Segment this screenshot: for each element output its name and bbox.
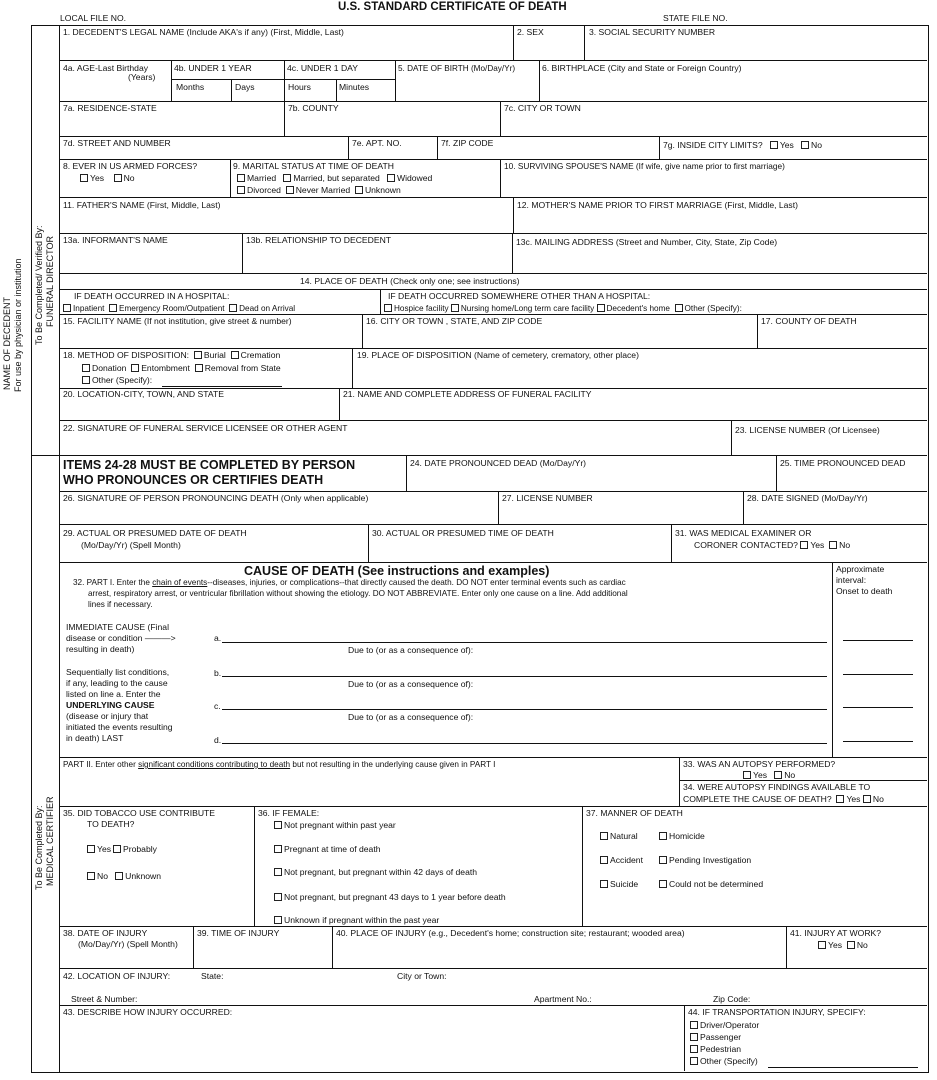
hospital-options: Inpatient Emergency Room/Outpatient Dead on Arrival [63, 304, 295, 313]
transport-other-checkbox[interactable] [690, 1057, 698, 1065]
41-no-checkbox[interactable] [847, 941, 855, 949]
line-b-letter: b. [214, 668, 222, 678]
married-checkbox[interactable] [237, 174, 245, 182]
field-1-label: 1. DECEDENT'S LEGAL NAME (Include AKA's if any) (First, Middle, Last) [63, 27, 344, 37]
field-31-label: 31. WAS MEDICAL EXAMINER OR [675, 528, 812, 538]
inpatient-checkbox[interactable] [63, 304, 71, 312]
field-13b-label: 13b. RELATIONSHIP TO DECEDENT [246, 235, 392, 245]
line-c-letter: c. [214, 701, 221, 711]
field-28-label: 28. DATE SIGNED (Mo/Day/Yr) [747, 493, 868, 503]
field-3-label: 3. SOCIAL SECURITY NUMBER [589, 27, 716, 37]
burial-checkbox[interactable] [194, 351, 202, 359]
tobacco-yes-checkbox[interactable] [87, 845, 95, 853]
approx-interval-1: Approximate [836, 564, 885, 574]
field-42-street: Street & Number: [71, 994, 138, 1004]
field-35-sub: TO DEATH? [87, 819, 135, 829]
other-place-options: Hospice facility Nursing home/Long term care facility Decedent's home Other (Specify): [384, 304, 742, 313]
field-31-sub: CORONER CONTACTED? Yes No [694, 540, 851, 550]
interval-c-input[interactable] [843, 707, 913, 708]
field-13c-label: 13c. MAILING ADDRESS (Street and Number, City, State, Zip Code) [516, 237, 778, 247]
field-11-label: 11. FATHER'S NAME (First, Middle, Last) [63, 200, 221, 210]
field-16-label: 16. CITY OR TOWN , STATE, AND ZIP CODE [366, 316, 543, 326]
part-1-line-2: arrest, respiratory arrest, or ventricular fibrillation without showing the etiology. DO NOT ABBREVIATE. Enter only one cause on a line. Add additional [88, 589, 628, 598]
field-10-label: 10. SURVIVING SPOUSE'S NAME (If wife, give name prior to first marriage) [504, 161, 785, 171]
field-4b-label: 4b. UNDER 1 YEAR [174, 63, 252, 73]
field-7e-label: 7e. APT. NO. [352, 138, 402, 148]
for-use-vertical: For use by physician or institution [13, 258, 23, 392]
field-39-label: 39. TIME OF INJURY [197, 928, 280, 938]
suicide-checkbox[interactable] [600, 880, 608, 888]
transport-driver: Driver/Operator [690, 1021, 759, 1031]
8-yes-checkbox[interactable] [80, 174, 88, 182]
fd-vertical-1: To Be Completed/ Verified By: [34, 225, 44, 345]
sequential-4: UNDERLYING CAUSE [66, 700, 155, 710]
due-to-2: Due to (or as a consequence of): [348, 679, 474, 689]
home-checkbox[interactable] [597, 304, 605, 312]
preg-5-checkbox[interactable] [274, 916, 282, 924]
immediate-cause-3: resulting in death) [66, 644, 135, 654]
field-4c-hours: Hours [288, 82, 311, 92]
field-43-label: 43. DESCRIBE HOW INJURY OCCURRED: [63, 1007, 233, 1017]
pedestrian-checkbox[interactable] [690, 1045, 698, 1053]
field-14-label: 14. PLACE OF DEATH (Check only one; see instructions) [300, 276, 520, 286]
approx-interval-2: interval: [836, 575, 867, 585]
field-26-label: 26. SIGNATURE OF PERSON PRONOUNCING DEATH (Only when applicable) [63, 493, 369, 503]
name-of-decedent-vertical: NAME OF DECEDENT [2, 296, 12, 390]
interval-b-input[interactable] [843, 674, 913, 675]
field-8-options: Yes No [80, 174, 135, 184]
field-21-label: 21. NAME AND COMPLETE ADDRESS OF FUNERAL FACILITY [343, 389, 592, 399]
field-7c-label: 7c. CITY OR TOWN [504, 103, 581, 113]
marital-unknown-checkbox[interactable] [355, 186, 363, 194]
field-34-sub: COMPLETE THE CAUSE OF DEATH? Yes No [683, 794, 884, 804]
8-no-checkbox[interactable] [114, 174, 122, 182]
transport-pedestrian: Pedestrian [690, 1045, 741, 1055]
field-9-label: 9. MARITAL STATUS AT TIME OF DEATH [233, 161, 394, 171]
interval-d-input[interactable] [843, 741, 913, 742]
field-7b-label: 7b. COUNTY [288, 103, 339, 113]
line-d-letter: d. [214, 735, 222, 745]
field-24-label: 24. DATE PRONOUNCED DEAD (Mo/Day/Yr) [410, 458, 587, 468]
field-4b-months: Months [176, 82, 205, 92]
sequential-6: initiated the events resulting [66, 722, 173, 732]
manner-natural: Natural [600, 832, 638, 842]
natural-checkbox[interactable] [600, 832, 608, 840]
31-no-checkbox[interactable] [829, 541, 837, 549]
34-no-checkbox[interactable] [863, 795, 871, 803]
preg-opt-3: Not pregnant, but pregnant within 42 days of death [274, 868, 477, 878]
field-9-options-row2: Divorced Never Married Unknown [237, 186, 401, 196]
field-34-label: 34. WERE AUTOPSY FINDINGS AVAILABLE TO [683, 782, 871, 792]
sequential-3: listed on line a. Enter the [66, 689, 161, 699]
field-29-label: 29. ACTUAL OR PRESUMED DATE OF DEATH [63, 528, 247, 538]
widowed-checkbox[interactable] [387, 174, 395, 182]
field-8-label: 8. EVER IN US ARMED FORCES? [63, 161, 198, 171]
married-separated-checkbox[interactable] [283, 174, 291, 182]
due-to-1: Due to (or as a consequence of): [348, 645, 474, 655]
field-36-label: 36. IF FEMALE: [258, 808, 320, 818]
field-17-label: 17. COUNTY OF DEATH [761, 316, 857, 326]
field-7f-label: 7f. ZIP CODE [441, 138, 494, 148]
field-13a-label: 13a. INFORMANT'S NAME [63, 235, 168, 245]
donation-checkbox[interactable] [82, 364, 90, 372]
33-no-checkbox[interactable] [774, 771, 782, 779]
preg-opt-1: Not pregnant within past year [274, 821, 396, 831]
preg-3-checkbox[interactable] [274, 868, 282, 876]
cause-of-death-title: CAUSE OF DEATH (See instructions and examples) [244, 564, 550, 578]
nursing-checkbox[interactable] [451, 304, 459, 312]
7g-yes-checkbox[interactable] [770, 141, 778, 149]
field-20-label: 20. LOCATION-CITY, TOWN, AND STATE [63, 389, 224, 399]
cnd-checkbox[interactable] [659, 880, 667, 888]
line-a-input[interactable] [222, 642, 827, 643]
41-yes-checkbox[interactable] [818, 941, 826, 949]
tobacco-no-checkbox[interactable] [87, 872, 95, 880]
field-7a-label: 7a. RESIDENCE-STATE [63, 103, 157, 113]
line-c-input[interactable] [222, 709, 827, 710]
field-33-label: 33. WAS AN AUTOPSY PERFORMED? [683, 759, 836, 769]
field-6-label: 6. BIRTHPLACE (City and State or Foreign Country) [542, 63, 742, 73]
preg-4-checkbox[interactable] [274, 893, 282, 901]
manner-accident: Accident [600, 856, 643, 866]
passenger-checkbox[interactable] [690, 1033, 698, 1041]
immediate-cause-2: disease or condition ———> [66, 633, 176, 643]
field-7d-label: 7d. STREET AND NUMBER [63, 138, 171, 148]
field-22-label: 22. SIGNATURE OF FUNERAL SERVICE LICENSEE OR OTHER AGENT [63, 423, 348, 433]
field-4c-minutes: Minutes [339, 82, 370, 92]
field-25-label: 25. TIME PRONOUNCED DEAD [780, 458, 906, 468]
field-9-options-row1: Married Married, but separated Widowed [237, 174, 432, 184]
field-18-other: Other (Specify): [82, 376, 152, 386]
field-27-label: 27. LICENSE NUMBER [502, 493, 593, 503]
34-yes-checkbox[interactable] [836, 795, 844, 803]
er-checkbox[interactable] [109, 304, 117, 312]
field-29-sub: (Mo/Day/Yr) (Spell Month) [81, 540, 181, 550]
field-2-label: 2. SEX [517, 27, 544, 37]
field-33-options: Yes No [743, 771, 795, 781]
form-title: U.S. STANDARD CERTIFICATE OF DEATH [338, 1, 567, 13]
manner-homicide: Homicide [659, 832, 705, 842]
field-15-label: 15. FACILITY NAME (If not institution, give street & number) [63, 316, 292, 326]
field-42-label: 42. LOCATION OF INJURY: [63, 971, 171, 981]
33-yes-checkbox[interactable] [743, 771, 751, 779]
line-b-input[interactable] [222, 676, 827, 677]
line-a-letter: a. [214, 633, 222, 643]
other-place-checkbox[interactable] [675, 304, 683, 312]
field-23-label: 23. LICENSE NUMBER (Of Licensee) [735, 425, 880, 435]
field-35-options-1: Yes Probably [87, 845, 157, 855]
field-38-label: 38. DATE OF INJURY [63, 928, 148, 938]
items-24-28-heading-1: ITEMS 24-28 MUST BE COMPLETED BY PERSON [63, 458, 356, 472]
preg-opt-2: Pregnant at time of death [274, 845, 381, 855]
sequential-2: if any, leading to the cause [66, 678, 168, 688]
field-40-label: 40. PLACE OF INJURY (e.g., Decedent's home; construction site; restaurant; wooded area) [336, 928, 685, 938]
field-30-label: 30. ACTUAL OR PRESUMED TIME OF DEATH [372, 528, 554, 538]
doa-checkbox[interactable] [229, 304, 237, 312]
field-4a-label: 4a. AGE-Last Birthday [63, 63, 149, 73]
divorced-checkbox[interactable] [237, 186, 245, 194]
field-42-apt: Apartment No.: [534, 994, 592, 1004]
interval-a-input[interactable] [843, 640, 913, 641]
immediate-cause-1: IMMEDIATE CAUSE (Final [66, 622, 169, 632]
preg-opt-5: Unknown if pregnant within the past year [274, 916, 439, 926]
field-42-zip: Zip Code: [713, 994, 751, 1004]
entombment-checkbox[interactable] [131, 364, 139, 372]
mc-vertical-2: MEDICAL CERTIFIER [45, 796, 55, 886]
sequential-5: (disease or injury that [66, 711, 149, 721]
field-38-sub: (Mo/Day/Yr) (Spell Month) [78, 939, 178, 949]
due-to-3: Due to (or as a consequence of): [348, 712, 474, 722]
field-35-options-2: No Unknown [87, 872, 161, 882]
local-file-label: LOCAL FILE NO. [60, 13, 127, 23]
sequential-1: Sequentially list conditions, [66, 667, 170, 677]
manner-pending: Pending Investigation [659, 856, 751, 866]
field-42-state: State: [201, 971, 224, 981]
never-married-checkbox[interactable] [286, 186, 294, 194]
field-4c-label: 4c. UNDER 1 DAY [287, 63, 358, 73]
field-7g-label: 7g. INSIDE CITY LIMITS? Yes No [663, 140, 823, 150]
other-place-heading: IF DEATH OCCURRED SOMEWHERE OTHER THAN A HOSPITAL: [388, 291, 651, 301]
sequential-7: in death) LAST [66, 733, 124, 743]
accident-checkbox[interactable] [600, 856, 608, 864]
field-44-label: 44. IF TRANSPORTATION INJURY, SPECIFY: [688, 1007, 866, 1017]
manner-suicide: Suicide [600, 880, 638, 890]
field-41-label: 41. INJURY AT WORK? [790, 928, 882, 938]
field-18-label: 18. METHOD OF DISPOSITION: Burial Cremation [63, 350, 281, 360]
driver-checkbox[interactable] [690, 1021, 698, 1029]
pending-checkbox[interactable] [659, 856, 667, 864]
transport-other: Other (Specify) [690, 1057, 758, 1067]
hospice-checkbox[interactable] [384, 304, 392, 312]
field-42-city: City or Town: [397, 971, 447, 981]
tobacco-unknown-checkbox[interactable] [115, 872, 123, 880]
removal-checkbox[interactable] [195, 364, 203, 372]
preg-1-checkbox[interactable] [274, 821, 282, 829]
items-24-28-heading-2: WHO PRONOUNCES OR CERTIFIES DEATH [63, 473, 324, 487]
state-file-label: STATE FILE NO. [663, 13, 728, 23]
manner-cnd: Could not be determined [659, 880, 763, 890]
field-37-label: 37. MANNER OF DEATH [586, 808, 683, 818]
field-35-label: 35. DID TOBACCO USE CONTRIBUTE [63, 808, 216, 818]
31-yes-checkbox[interactable] [800, 541, 808, 549]
field-4a-years: (Years) [128, 72, 156, 82]
part-1-line-1: 32. PART I. Enter the chain of events--diseases, injuries, or complications--that directly caused the death. DO NOT enter terminal events such as cardiac [73, 578, 626, 587]
hospital-heading: IF DEATH OCCURRED IN A HOSPITAL: [74, 291, 230, 301]
tobacco-probably-checkbox[interactable] [113, 845, 121, 853]
cremation-checkbox[interactable] [231, 351, 239, 359]
mc-vertical-1: To Be Completed By: [34, 805, 44, 890]
homicide-checkbox[interactable] [659, 832, 667, 840]
approx-interval-3: Onset to death [836, 586, 893, 596]
disposition-other-checkbox[interactable] [82, 376, 90, 384]
fd-vertical-2: FUNERAL DIRECTOR [45, 235, 55, 327]
field-41-options: Yes No [818, 941, 868, 951]
field-4b-days: Days [235, 82, 255, 92]
field-19-label: 19. PLACE OF DISPOSITION (Name of cemetery, crematory, other place) [357, 350, 639, 360]
part-1-line-3: lines if necessary. [88, 600, 153, 609]
preg-2-checkbox[interactable] [274, 845, 282, 853]
field-18-options: Donation Entombment Removal from State [82, 364, 281, 374]
transport-passenger: Passenger [690, 1033, 741, 1043]
preg-opt-4: Not pregnant, but pregnant 43 days to 1 year before death [274, 893, 506, 903]
7g-no-checkbox[interactable] [801, 141, 809, 149]
field-5-label: 5. DATE OF BIRTH (Mo/Day/Yr) [398, 64, 516, 73]
field-12-label: 12. MOTHER'S NAME PRIOR TO FIRST MARRIAGE (First, Middle, Last) [517, 200, 798, 210]
part-2-label: PART II. Enter other significant conditions contributing to death but not resulting in the underlying cause given in PART I [63, 760, 496, 769]
line-d-input[interactable] [222, 743, 827, 744]
